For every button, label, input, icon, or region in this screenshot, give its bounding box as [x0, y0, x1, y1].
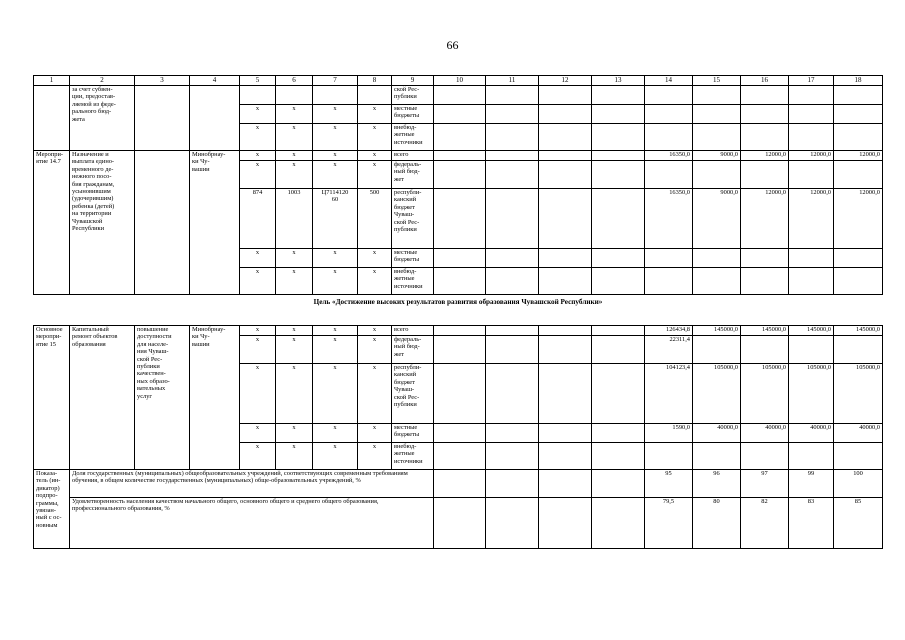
- header-cell: 15: [693, 76, 741, 86]
- value-cell: 12000,0: [741, 189, 789, 249]
- header-cell: 4: [190, 76, 240, 86]
- code-cell: х: [276, 151, 313, 161]
- indicator-label: Показа- тель (ин- дикатор) подпро- граммы, увязан- ный с ос- новным: [34, 470, 70, 549]
- value-cell: 145000,0: [741, 326, 789, 336]
- code-cell: х: [276, 364, 313, 424]
- result-cell: [135, 86, 190, 151]
- value-cell: 145000,0: [834, 326, 883, 336]
- code-cell: х: [313, 424, 358, 443]
- header-cell: 16: [741, 76, 789, 86]
- value-cell: 80: [693, 498, 741, 549]
- value-cell: 82: [741, 498, 789, 549]
- code-cell: х: [313, 249, 358, 268]
- code-cell: х: [358, 336, 392, 364]
- funding-source: федераль- ный бюд- жет: [392, 336, 434, 364]
- value-cell: 97: [741, 470, 789, 498]
- code-cell: х: [276, 424, 313, 443]
- indicator-row: [34, 498, 883, 549]
- code-cell: х: [276, 124, 313, 151]
- code-cell: х: [313, 364, 358, 424]
- code-cell: х: [358, 151, 392, 161]
- executor-cell: Минобрнау- ки Чу- вашии: [190, 151, 240, 295]
- code-cell: 1003: [276, 189, 313, 249]
- code-cell: х: [358, 124, 392, 151]
- code-cell: 500: [358, 189, 392, 249]
- funding-source: всего: [392, 326, 434, 336]
- header-cell: 2: [70, 76, 135, 86]
- code-cell: х: [240, 151, 276, 161]
- code-cell: х: [240, 249, 276, 268]
- value-cell: 9000,0: [693, 189, 741, 249]
- table-row: [34, 86, 883, 105]
- value-cell: 12000,0: [789, 151, 834, 161]
- value-cell: 40000,0: [834, 424, 883, 443]
- header-cell: 13: [592, 76, 645, 86]
- code-cell: х: [313, 326, 358, 336]
- code-cell: х: [313, 161, 358, 189]
- code-cell: х: [313, 124, 358, 151]
- value-cell: 9000,0: [693, 151, 741, 161]
- activity-label: Меропри- ятие 14.7: [34, 151, 70, 295]
- code-cell: х: [358, 443, 392, 470]
- goal-row: [34, 295, 883, 326]
- value-cell: 145000,0: [789, 326, 834, 336]
- label-cell: [34, 86, 70, 151]
- value-cell: 104123,4: [645, 364, 693, 424]
- value-cell: 12000,0: [834, 189, 883, 249]
- table-row: [34, 151, 883, 161]
- code-cell: х: [276, 105, 313, 124]
- code-cell: х: [358, 105, 392, 124]
- value-cell: 22311,4: [645, 336, 693, 364]
- code-cell: Ц7114120 60: [313, 189, 358, 249]
- header-cell: 18: [834, 76, 883, 86]
- code-cell: х: [240, 443, 276, 470]
- code-cell: х: [313, 336, 358, 364]
- value-cell: 85: [834, 498, 883, 549]
- header-cell: 14: [645, 76, 693, 86]
- code-cell: х: [358, 326, 392, 336]
- activity-name: Капитальный ремонт объектов образования: [70, 326, 135, 470]
- page-number: 66: [446, 38, 459, 52]
- value-cell: 83: [789, 498, 834, 549]
- code-cell: х: [240, 326, 276, 336]
- code-cell: х: [313, 268, 358, 295]
- code-cell: х: [358, 268, 392, 295]
- funding-source: местные бюджеты: [392, 249, 434, 268]
- header-cell: 7: [313, 76, 358, 86]
- value-cell: 40000,0: [741, 424, 789, 443]
- code-cell: х: [276, 336, 313, 364]
- value-cell: 100: [834, 470, 883, 498]
- value-cell: 105000,0: [741, 364, 789, 424]
- funding-source: внебюд- жетные источники: [392, 268, 434, 295]
- value-cell: 16350,0: [645, 151, 693, 161]
- value-cell: 12000,0: [789, 189, 834, 249]
- indicator-text: Удовлетворенность населения качеством начального общего, основного общего и среднего общего образования, профессионального образования, %: [70, 498, 434, 549]
- value-cell: 105000,0: [789, 364, 834, 424]
- code-cell: х: [276, 249, 313, 268]
- result-cell: повышение доступности для населе- ния Чуваш- ской Рес- публики качествен- ных образо- вательных услуг: [135, 326, 190, 470]
- header-row: [34, 76, 883, 86]
- funding-source: республи- канский бюджет Чуваш- ской Рес- публики: [392, 364, 434, 424]
- code-cell: х: [358, 249, 392, 268]
- activity-name: Назначение и выплата едино- временного де- нежного посо- бия гражданам, усыновившим (удочерившим) ребенка (детей) на территории Чувашской Республики: [70, 151, 135, 295]
- code-cell: х: [240, 268, 276, 295]
- budget-table: [33, 75, 883, 549]
- header-cell: 10: [434, 76, 486, 86]
- value-cell: 96: [693, 470, 741, 498]
- code-cell: 874: [240, 189, 276, 249]
- value-cell: 105000,0: [693, 364, 741, 424]
- value-cell: 105000,0: [834, 364, 883, 424]
- table-row: [34, 326, 883, 336]
- funding-source: местные бюджеты: [392, 105, 434, 124]
- value-cell: 40000,0: [693, 424, 741, 443]
- executor-cell: [190, 86, 240, 151]
- value-cell: 1590,0: [645, 424, 693, 443]
- activity-label: Основное меропри- ятие 15: [34, 326, 70, 470]
- code-cell: х: [240, 424, 276, 443]
- code-cell: х: [358, 424, 392, 443]
- header-cell: 5: [240, 76, 276, 86]
- executor-cell: Минобрнау- ки Чу- вашии: [190, 326, 240, 470]
- value-cell: 95: [645, 470, 693, 498]
- code-cell: х: [276, 326, 313, 336]
- value-cell: 126434,8: [645, 326, 693, 336]
- code-cell: х: [313, 105, 358, 124]
- value-cell: 12000,0: [834, 151, 883, 161]
- code-cell: х: [276, 443, 313, 470]
- funding-source: ской Рес- публики: [392, 86, 434, 105]
- code-cell: х: [240, 364, 276, 424]
- code-cell: х: [358, 161, 392, 189]
- funding-source: внебюд- жетные источники: [392, 124, 434, 151]
- header-cell: 17: [789, 76, 834, 86]
- header-cell: 3: [135, 76, 190, 86]
- header-cell: 6: [276, 76, 313, 86]
- code-cell: х: [240, 336, 276, 364]
- funding-source: всего: [392, 151, 434, 161]
- value-cell: 145000,0: [693, 326, 741, 336]
- code-cell: х: [313, 443, 358, 470]
- code-cell: х: [240, 161, 276, 189]
- value-cell: 12000,0: [741, 151, 789, 161]
- code-cell: х: [276, 268, 313, 295]
- value-cell: 16350,0: [645, 189, 693, 249]
- code-cell: х: [240, 105, 276, 124]
- indicator-row: [34, 470, 883, 498]
- value-cell: 79,5: [645, 498, 693, 549]
- value-cell: 40000,0: [789, 424, 834, 443]
- header-cell: 11: [486, 76, 539, 86]
- indicator-text: Доля государственных (муниципальных) общеобразовательных учреждений, соответствующих современным требованиям обучения, в общем количестве государственных (муниципальных) обще-образовательных учреждений, %: [70, 470, 434, 498]
- activity-name: за счет субвен- ции, предостав- ляемой из феде- рального бюд- жета: [70, 86, 135, 151]
- value-cell: 99: [789, 470, 834, 498]
- code-cell: х: [276, 161, 313, 189]
- code-cell: х: [313, 151, 358, 161]
- code-cell: х: [358, 364, 392, 424]
- header-cell: 12: [539, 76, 592, 86]
- goal-heading: Цель «Достижение высоких результатов развития образования Чувашской Республики»: [34, 295, 883, 326]
- header-cell: 9: [392, 76, 434, 86]
- header-cell: 8: [358, 76, 392, 86]
- funding-source: федераль- ный бюд- жет: [392, 161, 434, 189]
- result-cell: [135, 151, 190, 295]
- funding-source: внебюд- жетные источники: [392, 443, 434, 470]
- code-cell: х: [240, 124, 276, 151]
- funding-source: местные бюджеты: [392, 424, 434, 443]
- funding-source: республи- канский бюджет Чуваш- ской Рес- публики: [392, 189, 434, 249]
- header-cell: 1: [34, 76, 70, 86]
